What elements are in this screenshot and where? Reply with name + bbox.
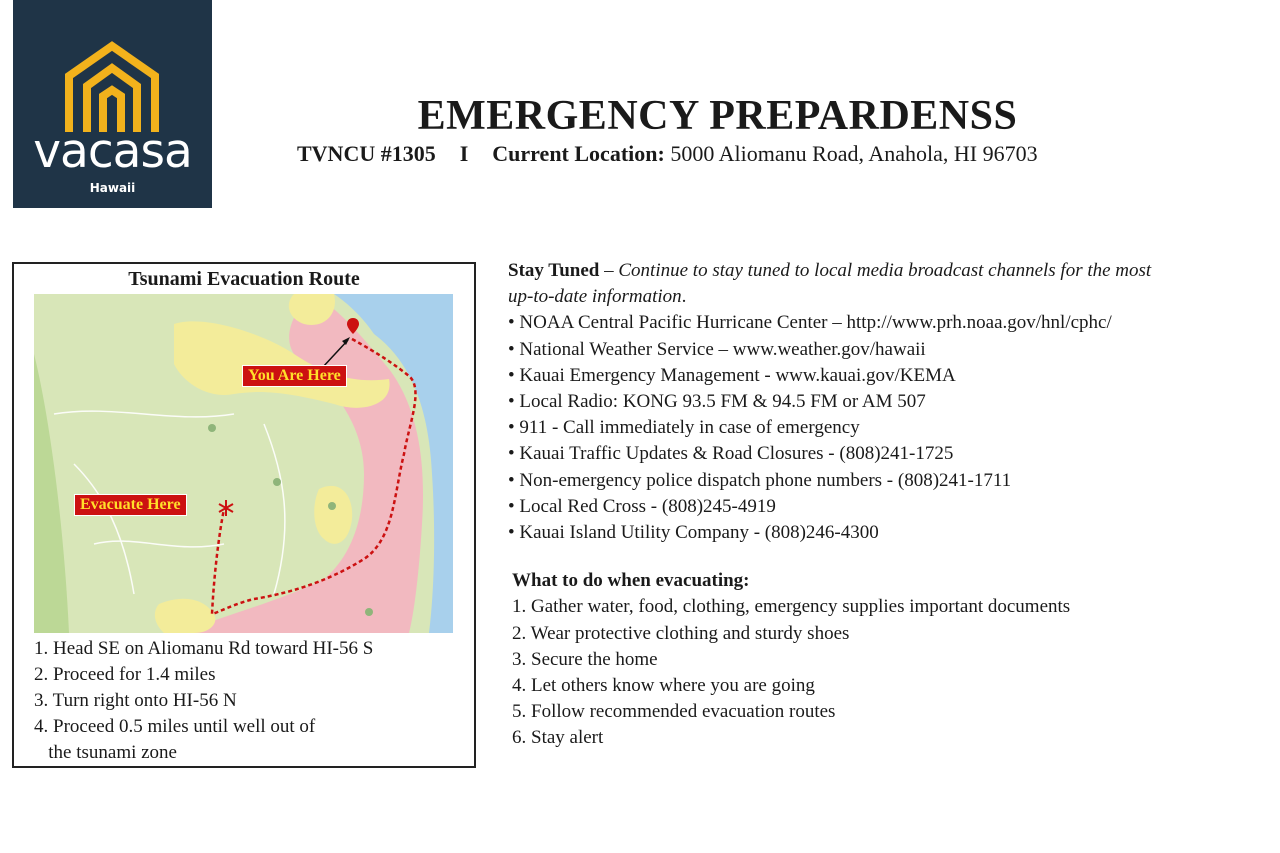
logo-region: Hawaii: [89, 181, 136, 195]
evacuate-here-label: Evacuate Here: [74, 494, 187, 516]
direction-item: the tsunami zone: [34, 742, 177, 763]
list-item: • 911 - Call immediately in case of emergency: [508, 417, 860, 439]
evacuating-heading: What to do when evacuating:: [512, 570, 750, 592]
stay-tuned-text: Continue to stay tuned to local media broadcast channels for the most: [618, 260, 1152, 281]
logo-wordmark: vacasa: [33, 124, 192, 179]
directions-list: [34, 636, 373, 766]
separator: I: [459, 141, 469, 166]
stay-tuned-dash: –: [599, 260, 619, 281]
unit-number: TVNCU #1305: [297, 141, 436, 166]
list-item: • Non-emergency police dispatch phone numbers - (808)241-1711: [508, 469, 1012, 491]
stay-tuned-period: .: [681, 286, 687, 308]
list-item: 2. Wear protective clothing and sturdy shoes: [512, 622, 850, 644]
resource-list: [508, 310, 1268, 546]
evacuating-list: [508, 594, 1268, 751]
list-item: 4. Let others know where you are going: [512, 675, 815, 697]
list-item: • NOAA Central Pacific Hurricane Center – http://www.prh.noaa.gov/hnl/cphc/: [508, 312, 1112, 334]
you-are-here-label: You Are Here: [242, 365, 347, 387]
list-item: 3. Secure the home: [512, 648, 658, 670]
list-item: • Kauai Emergency Management - www.kauai.gov/KEMA: [508, 364, 956, 386]
vacasa-logo: [13, 0, 212, 208]
header-subline: [297, 141, 1038, 167]
location-value: 5000 Aliomanu Road, Anahola, HI 96703: [670, 141, 1038, 166]
list-item: • Kauai Traffic Updates & Road Closures - (808)241-1725: [508, 443, 954, 465]
evacuation-map: [34, 294, 453, 633]
list-item: • Local Radio: KONG 93.5 FM & 94.5 FM or AM 507: [508, 391, 926, 413]
direction-item: 4. Proceed 0.5 miles until well out of: [34, 716, 316, 737]
list-item: 6. Stay alert: [512, 727, 604, 749]
list-item: 5. Follow recommended evacuation routes: [512, 701, 836, 723]
stay-tuned-label: Stay Tuned: [508, 260, 600, 281]
map-title: Tsunami Evacuation Route: [128, 268, 360, 290]
page-title: EMERGENCY PREPARDENSS: [417, 93, 1018, 139]
list-item: • National Weather Service – www.weather.gov/hawaii: [508, 338, 926, 360]
list-item: • Local Red Cross - (808)245-4919: [508, 495, 776, 517]
direction-item: 1. Head SE on Aliomanu Rd toward HI-56 S: [34, 638, 374, 659]
evacuation-map-panel: [12, 262, 476, 768]
info-column: [508, 258, 1268, 752]
stay-tuned-paragraph: [508, 258, 1268, 310]
stay-tuned-text-2: up-to-date information: [508, 286, 682, 308]
direction-item: 2. Proceed for 1.4 miles: [34, 664, 216, 685]
list-item: 1. Gather water, food, clothing, emergency supplies important documents: [512, 596, 1071, 618]
location-label: Current Location:: [492, 141, 665, 166]
list-item: • Kauai Island Utility Company - (808)246-4300: [508, 522, 879, 544]
direction-item: 3. Turn right onto HI-56 N: [34, 690, 237, 711]
